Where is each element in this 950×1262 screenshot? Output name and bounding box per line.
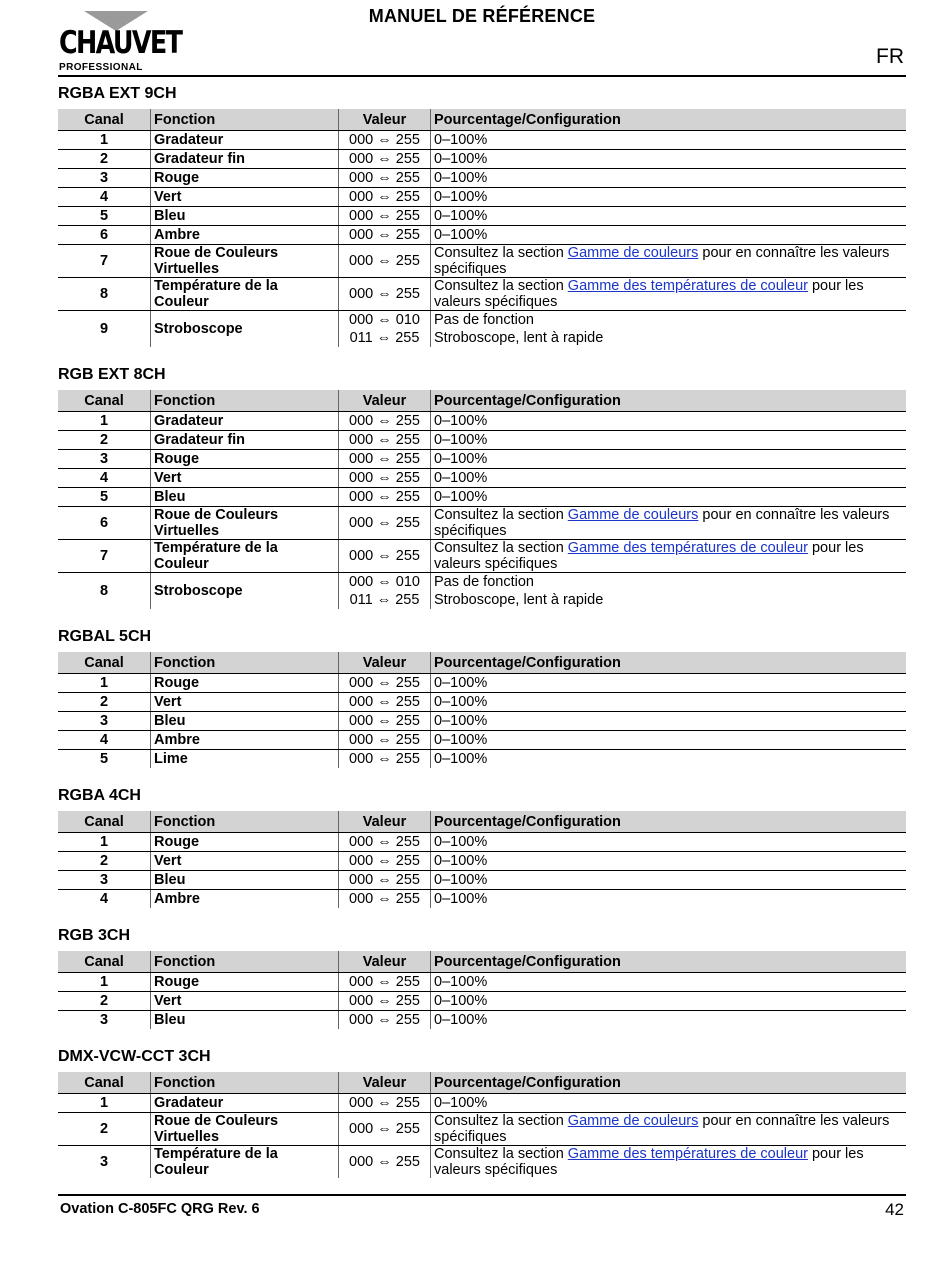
channel-number: 4	[58, 188, 151, 207]
channel-config	[431, 412, 907, 431]
table-row	[58, 1146, 906, 1179]
channel-function: Roue de Couleurs Virtuelles	[151, 507, 339, 540]
channel-number: 5	[58, 207, 151, 226]
config-text-pre: Consultez la section	[434, 1113, 568, 1129]
channel-number: 1	[58, 412, 151, 431]
logo-wordmark: CHAUVET	[59, 25, 182, 61]
channel-number: 4	[58, 469, 151, 488]
channel-function: Gradateur	[151, 1094, 339, 1113]
value-range: 000 ⇔ 255	[349, 151, 420, 167]
config-value: 0–100%	[434, 713, 488, 729]
config-value: 0–100%	[434, 413, 488, 429]
section-link[interactable]: Gamme de couleurs	[567, 1113, 699, 1129]
value-range: 000 ⇔ 255	[349, 413, 420, 429]
page-number: 42	[885, 1200, 904, 1219]
config-text-pre: Consultez la section	[434, 278, 568, 294]
table-row	[58, 207, 906, 226]
section-title: RGBAL 5CH	[58, 628, 152, 645]
channel-number: 8	[99, 583, 109, 599]
channel-config	[431, 1113, 907, 1146]
channel-config	[431, 245, 907, 278]
channel-function: Ambre	[151, 731, 339, 750]
channel-value	[339, 890, 431, 909]
channel-config	[431, 278, 907, 311]
channel-number: 6	[58, 226, 151, 245]
config-text-pre: Consultez la section	[434, 1146, 568, 1162]
value-range: 000 ⇔ 255	[349, 993, 420, 1009]
channel-number: 1	[58, 973, 151, 992]
config-value: 0–100%	[434, 993, 488, 1009]
section-title: RGBA EXT 9CH	[58, 85, 177, 102]
config-value: 0–100%	[434, 208, 488, 224]
channel-config	[431, 992, 907, 1011]
logo-subtitle: PROFESSIONAL	[59, 62, 143, 73]
table-row	[58, 992, 906, 1011]
table-row	[58, 131, 906, 150]
value-range: 000 ⇔ 255	[349, 834, 420, 850]
config-value: 0–100%	[434, 132, 488, 148]
channel-config	[431, 469, 907, 488]
column-header-valeur: Valeur	[339, 390, 431, 412]
section-title: RGB EXT 8CH	[58, 366, 166, 383]
value-range: 000 ⇔ 255	[349, 548, 420, 564]
channel-value	[339, 311, 431, 348]
channel-number: 8	[58, 278, 151, 311]
channel-config	[431, 507, 907, 540]
channel-function: Bleu	[151, 1011, 339, 1030]
language-code: FR	[876, 45, 904, 68]
config-text-post: pour en connaître les valeurs spécifiques	[434, 1113, 890, 1145]
page-header	[58, 0, 906, 77]
channel-value	[339, 469, 431, 488]
channel-config	[431, 973, 907, 992]
channel-value	[339, 1146, 431, 1179]
config-text-pre: Consultez la section	[434, 507, 568, 523]
channel-table	[58, 1072, 906, 1178]
channel-number: 1	[58, 833, 151, 852]
section-link[interactable]: Gamme de couleurs	[567, 245, 699, 261]
table-row	[58, 540, 906, 573]
config-value: 0–100%	[434, 974, 488, 990]
config-text-post: pour les valeurs spécifiques	[434, 540, 864, 572]
section-title: RGBA 4CH	[58, 787, 141, 804]
channel-value	[339, 693, 431, 712]
table-row	[58, 1094, 906, 1113]
channel-number: 2	[58, 1113, 151, 1146]
section-link[interactable]: Gamme de couleurs	[567, 507, 699, 523]
column-header-config: Pourcentage/Configuration	[431, 390, 907, 412]
value-range: 000 ⇔ 255	[349, 170, 420, 186]
config-value: 0–100%	[434, 227, 488, 243]
channel-function: Ambre	[151, 226, 339, 245]
value-range: 000 ⇔ 255	[349, 227, 420, 243]
config-value: 0–100%	[434, 675, 488, 691]
table-row	[58, 852, 906, 871]
table-row	[58, 226, 906, 245]
channel-value	[339, 431, 431, 450]
channel-number: 9	[99, 321, 109, 337]
channel-config	[431, 852, 907, 871]
channel-function: Gradateur fin	[151, 431, 339, 450]
dmx-section	[58, 1047, 906, 1178]
column-header-canal: Canal	[58, 109, 151, 131]
channel-function: Rouge	[151, 833, 339, 852]
value-range: 000 ⇔ 255	[349, 253, 420, 269]
table-row	[58, 278, 906, 311]
config-value: 0–100%	[434, 170, 488, 186]
value-range: 000 ⇔ 255	[349, 891, 420, 907]
table-row	[58, 573, 906, 610]
channel-config	[431, 488, 907, 507]
channel-number: 1	[58, 674, 151, 693]
channel-function: Stroboscope	[151, 311, 339, 348]
config-text-post: pour en connaître les valeurs spécifiques	[434, 507, 890, 539]
channel-config	[431, 1011, 907, 1030]
channel-table	[58, 951, 906, 1029]
channel-function: Température de la Couleur	[151, 1146, 339, 1179]
column-header-valeur: Valeur	[339, 951, 431, 973]
channel-config	[431, 890, 907, 909]
config-value: 0–100%	[434, 189, 488, 205]
channel-value	[339, 131, 431, 150]
channel-number: 3	[99, 1012, 109, 1028]
channel-config	[431, 693, 907, 712]
channel-function: Vert	[151, 469, 339, 488]
page-footer	[58, 1194, 906, 1219]
channel-number: 3	[58, 712, 151, 731]
value-range: 000 ⇔ 255	[349, 974, 420, 990]
channel-function: Rouge	[151, 450, 339, 469]
channel-config	[431, 674, 907, 693]
column-header-valeur: Valeur	[339, 652, 431, 674]
table-row	[58, 1113, 906, 1146]
channel-number: 6	[58, 507, 151, 540]
channel-value	[339, 150, 431, 169]
channel-number: 2	[58, 431, 151, 450]
channel-number: 7	[58, 540, 151, 573]
channel-number: 2	[58, 992, 151, 1011]
table-header-row	[58, 390, 906, 412]
channel-config	[431, 131, 907, 150]
channel-function: Gradateur	[151, 412, 339, 431]
channel-value	[339, 169, 431, 188]
config-text-post: pour les valeurs spécifiques	[434, 1146, 864, 1178]
channel-value	[339, 852, 431, 871]
config-value: 0–100%	[434, 451, 488, 467]
dmx-section	[58, 84, 906, 347]
channel-number: 5	[99, 751, 109, 767]
table-header-row	[58, 109, 906, 131]
column-header-canal: Canal	[58, 811, 151, 833]
table-row	[58, 169, 906, 188]
section-title: RGB 3CH	[58, 927, 131, 944]
value-range: 011 ⇔ 255	[349, 330, 420, 346]
channel-config	[431, 750, 907, 769]
value-range: 011 ⇔ 255	[349, 592, 420, 608]
config-text-pre: Consultez la section	[434, 540, 568, 556]
table-row	[58, 712, 906, 731]
config-value: Stroboscope, lent à rapide	[434, 592, 604, 608]
table-row	[58, 311, 906, 348]
channel-value	[339, 245, 431, 278]
channel-function: Température de la Couleur	[151, 278, 339, 311]
channel-function: Bleu	[151, 712, 339, 731]
dmx-section	[58, 926, 906, 1029]
channel-config	[431, 573, 907, 610]
config-value: Stroboscope, lent à rapide	[434, 330, 604, 346]
section-link[interactable]: Gamme des températures de couleur	[567, 540, 808, 556]
channel-number: 2	[58, 150, 151, 169]
channel-table	[58, 109, 906, 347]
column-header-valeur: Valeur	[339, 1072, 431, 1094]
table-row	[58, 833, 906, 852]
value-range: 000 ⇔ 255	[349, 853, 420, 869]
channel-value	[339, 1011, 431, 1030]
value-range: 000 ⇔ 255	[349, 694, 420, 710]
channel-function: Roue de Couleurs Virtuelles	[151, 245, 339, 278]
dmx-section	[58, 627, 906, 768]
channel-number: 7	[58, 245, 151, 278]
value-range: 000 ⇔ 255	[349, 208, 420, 224]
channel-value	[339, 488, 431, 507]
table-row	[58, 693, 906, 712]
channel-function: Lime	[151, 750, 339, 769]
channel-function: Roue de Couleurs Virtuelles	[151, 1113, 339, 1146]
channel-function: Vert	[151, 693, 339, 712]
value-range: 000 ⇔ 255	[349, 872, 420, 888]
channel-value	[339, 573, 431, 610]
table-header-row	[58, 811, 906, 833]
channel-function: Vert	[151, 188, 339, 207]
dmx-section	[58, 365, 906, 609]
config-value: 0–100%	[434, 872, 488, 888]
config-value: 0–100%	[434, 470, 488, 486]
value-range: 000 ⇔ 255	[349, 732, 420, 748]
column-header-config: Pourcentage/Configuration	[431, 811, 907, 833]
value-range: 000 ⇔ 010	[349, 574, 420, 590]
config-value: 0–100%	[434, 891, 488, 907]
table-row	[58, 871, 906, 890]
column-header-fonction: Fonction	[151, 811, 339, 833]
config-value: 0–100%	[434, 489, 488, 505]
channel-number: 3	[58, 871, 151, 890]
value-range: 000 ⇔ 255	[349, 675, 420, 691]
table-row	[58, 1011, 906, 1030]
channel-function: Vert	[151, 992, 339, 1011]
dmx-section	[58, 786, 906, 908]
channel-number: 4	[99, 891, 109, 907]
channel-value	[339, 278, 431, 311]
channel-number: 2	[58, 852, 151, 871]
channel-config	[431, 226, 907, 245]
table-row	[58, 412, 906, 431]
channel-function: Bleu	[151, 207, 339, 226]
table-row	[58, 890, 906, 909]
table-row	[58, 431, 906, 450]
column-header-valeur: Valeur	[339, 811, 431, 833]
channel-value	[339, 712, 431, 731]
channel-number: 1	[58, 1094, 151, 1113]
column-header-fonction: Fonction	[151, 652, 339, 674]
channel-number: 5	[58, 488, 151, 507]
table-row	[58, 488, 906, 507]
channel-value	[339, 992, 431, 1011]
value-range: 000 ⇔ 255	[349, 286, 420, 302]
channel-function: Stroboscope	[151, 573, 339, 610]
channel-value	[339, 226, 431, 245]
value-range: 000 ⇔ 255	[349, 1154, 420, 1170]
column-header-fonction: Fonction	[151, 109, 339, 131]
config-value: 0–100%	[434, 732, 488, 748]
value-range: 000 ⇔ 255	[349, 132, 420, 148]
value-range: 000 ⇔ 255	[349, 751, 420, 767]
column-header-config: Pourcentage/Configuration	[431, 652, 907, 674]
channel-number: 2	[58, 693, 151, 712]
channel-config	[431, 833, 907, 852]
config-value: Pas de fonction	[434, 312, 534, 328]
channel-value	[339, 1113, 431, 1146]
value-range: 000 ⇔ 255	[349, 451, 420, 467]
config-text-pre: Consultez la section	[434, 245, 568, 261]
channel-number: 3	[58, 169, 151, 188]
section-link[interactable]: Gamme des températures de couleur	[567, 278, 808, 294]
value-range: 000 ⇔ 255	[349, 432, 420, 448]
value-range: 000 ⇔ 255	[349, 515, 420, 531]
table-row	[58, 507, 906, 540]
column-header-canal: Canal	[58, 390, 151, 412]
table-row	[58, 245, 906, 278]
channel-value	[339, 540, 431, 573]
table-row	[58, 450, 906, 469]
channel-config	[431, 150, 907, 169]
channel-value	[339, 1094, 431, 1113]
channel-tables	[58, 84, 906, 1196]
column-header-canal: Canal	[58, 1072, 151, 1094]
value-range: 000 ⇔ 255	[349, 713, 420, 729]
config-value: 0–100%	[434, 751, 488, 767]
channel-function: Ambre	[151, 890, 339, 909]
config-text-post: pour en connaître les valeurs spécifiques	[434, 245, 890, 277]
section-title: DMX-VCW-CCT 3CH	[58, 1048, 211, 1065]
channel-value	[339, 450, 431, 469]
column-header-config: Pourcentage/Configuration	[431, 1072, 907, 1094]
channel-config	[431, 207, 907, 226]
channel-function: Bleu	[151, 871, 339, 890]
channel-number: 1	[58, 131, 151, 150]
column-header-canal: Canal	[58, 951, 151, 973]
channel-value	[339, 833, 431, 852]
channel-table	[58, 652, 906, 768]
column-header-fonction: Fonction	[151, 1072, 339, 1094]
table-row	[58, 674, 906, 693]
channel-value	[339, 750, 431, 769]
channel-config	[431, 871, 907, 890]
channel-config	[431, 712, 907, 731]
channel-config	[431, 169, 907, 188]
config-value: Pas de fonction	[434, 574, 534, 590]
value-range: 000 ⇔ 010	[349, 312, 420, 328]
column-header-fonction: Fonction	[151, 390, 339, 412]
channel-function: Rouge	[151, 674, 339, 693]
channel-number: 3	[99, 1154, 109, 1170]
channel-function: Rouge	[151, 169, 339, 188]
channel-config	[431, 731, 907, 750]
channel-config	[431, 431, 907, 450]
value-range: 000 ⇔ 255	[349, 1121, 420, 1137]
config-value: 0–100%	[434, 432, 488, 448]
table-row	[58, 750, 906, 769]
channel-number: 4	[58, 731, 151, 750]
value-range: 000 ⇔ 255	[349, 470, 420, 486]
channel-config	[431, 188, 907, 207]
column-header-canal: Canal	[58, 652, 151, 674]
value-range: 000 ⇔ 255	[349, 189, 420, 205]
document-title: MANUEL DE RÉFÉRENCE	[368, 6, 596, 26]
table-header-row	[58, 652, 906, 674]
table-header-row	[58, 951, 906, 973]
channel-function: Rouge	[151, 973, 339, 992]
column-header-config: Pourcentage/Configuration	[431, 109, 907, 131]
table-header-row	[58, 1072, 906, 1094]
config-value: 0–100%	[434, 1012, 488, 1028]
channel-config	[431, 540, 907, 573]
channel-config	[431, 1094, 907, 1113]
channel-function: Température de la Couleur	[151, 540, 339, 573]
document-reference: Ovation C-805FC QRG Rev. 6	[60, 1201, 260, 1217]
config-value: 0–100%	[434, 694, 488, 710]
channel-table	[58, 390, 906, 609]
config-text-post: pour les valeurs spécifiques	[434, 278, 864, 310]
column-header-config: Pourcentage/Configuration	[431, 951, 907, 973]
channel-value	[339, 871, 431, 890]
config-value: 0–100%	[434, 151, 488, 167]
channel-function: Bleu	[151, 488, 339, 507]
channel-table	[58, 811, 906, 908]
value-range: 000 ⇔ 255	[349, 1095, 420, 1111]
value-range: 000 ⇔ 255	[349, 1012, 420, 1028]
channel-value	[339, 207, 431, 226]
channel-config	[431, 1146, 907, 1179]
table-row	[58, 150, 906, 169]
channel-value	[339, 507, 431, 540]
channel-number: 3	[58, 450, 151, 469]
channel-value	[339, 412, 431, 431]
column-header-fonction: Fonction	[151, 951, 339, 973]
column-header-valeur: Valeur	[339, 109, 431, 131]
config-value: 0–100%	[434, 853, 488, 869]
table-row	[58, 731, 906, 750]
section-link[interactable]: Gamme des températures de couleur	[567, 1146, 808, 1162]
config-value: 0–100%	[434, 1095, 488, 1111]
channel-function: Vert	[151, 852, 339, 871]
channel-value	[339, 973, 431, 992]
table-row	[58, 188, 906, 207]
config-value: 0–100%	[434, 834, 488, 850]
channel-value	[339, 188, 431, 207]
table-row	[58, 469, 906, 488]
value-range: 000 ⇔ 255	[349, 489, 420, 505]
channel-function: Gradateur fin	[151, 150, 339, 169]
channel-config	[431, 450, 907, 469]
channel-value	[339, 731, 431, 750]
channel-function: Gradateur	[151, 131, 339, 150]
table-row	[58, 973, 906, 992]
channel-value	[339, 674, 431, 693]
channel-config	[431, 311, 907, 348]
